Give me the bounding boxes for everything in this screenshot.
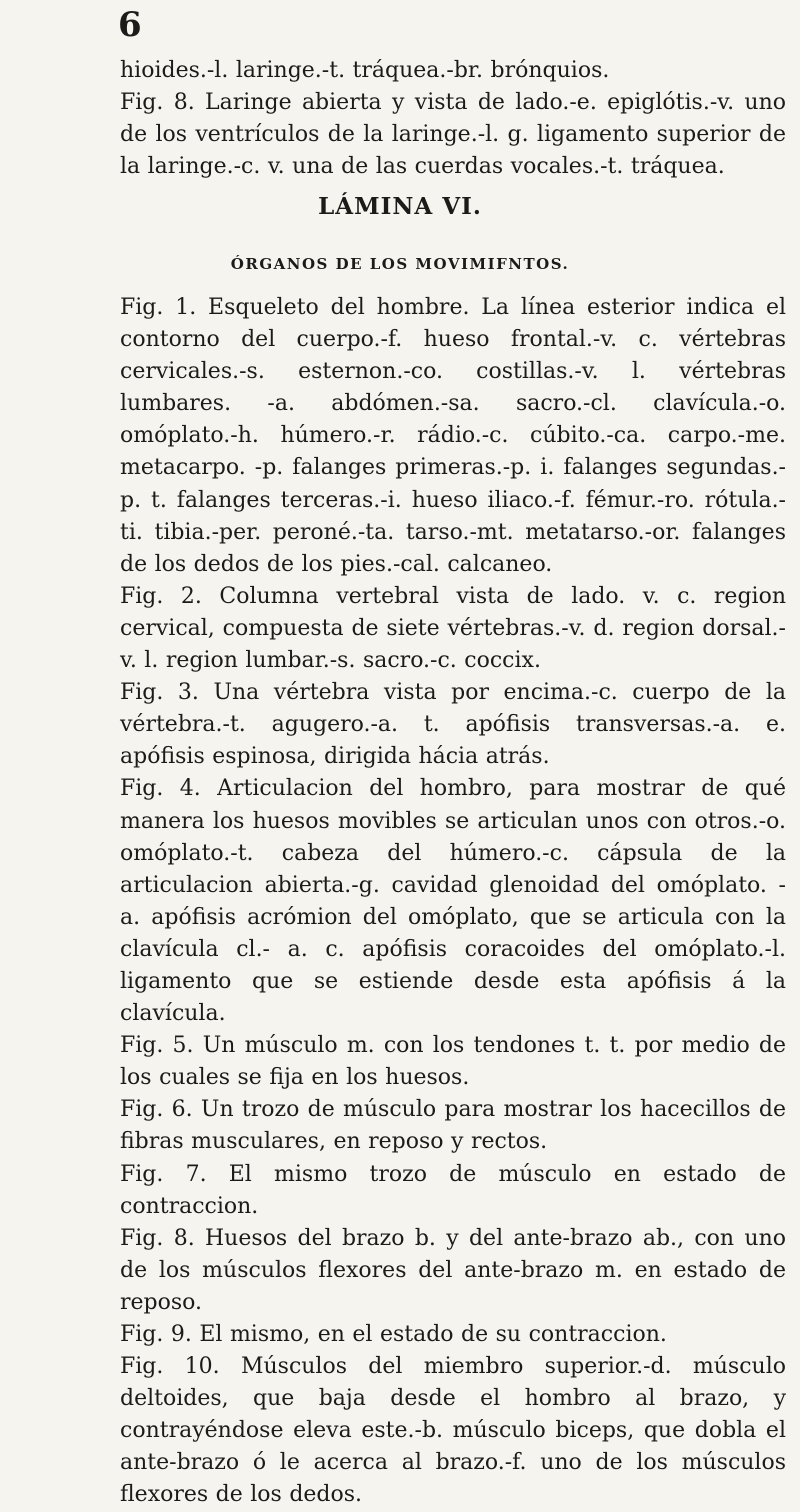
figure-5-description: Fig. 5. Un músculo m. con los tendones t. t. por medio de los cuales se fija en los huesos. [120,1033,786,1091]
section-heading: ÓRGANOS DE LOS MOVIMIFNTOS. [230,255,570,273]
plate-heading: LÁMINA VI. [318,193,482,220]
figure-6-description: Fig. 6. Un trozo de músculo para mostrar los hacecillos de fibras musculares, en reposo y rectos. [120,1097,786,1155]
continued-text-block [120,55,786,183]
figure-10-description: Fig. 10. Músculos del miembro superior.-d. músculo deltoides, que baja desde el hombro al brazo, y contrayéndose eleva este.-b. músculo biceps, que dobla el ante-brazo ó le acerca al brazo.-f. uno de los músculos flexores de los dedos. [120,1354,786,1508]
figure-9-description: Fig. 9. El mismo, en el estado de su contraccion. [120,1322,667,1347]
figure-1-description: Fig. 1. Esqueleto del hombre. La línea esterior indica el contorno del cuerpo.-f. hueso frontal.-v. c. vértebras cervicales.-s. esternon.-co. costillas.-v. l. vértebras lumbares. -a. abdómen.-sa. sacro.-cl. clavícula.-o. omóplato.-h. húmero.-r. rádio.-c. cúbito.-ca. carpo.-me. metacarpo. -p. falanges primeras.-p. i. falanges segundas.-p. t. falanges terceras.-i. hueso iliaco.-f. fémur.-ro. rótula.-ti. tibia.-per. peroné.-ta. tarso.-mt. metatarso.-or. falanges de los dedos de los pies.-cal. calcaneo. [120,295,786,577]
figure-8-description: Fig. 8. Huesos del brazo b. y del ante-brazo ab., con uno de los músculos flexores del ante-brazo m. en estado de reposo. [120,1225,786,1315]
figure-3-description: Fig. 3. Una vértebra vista por encima.-c. cuerpo de la vértebra.-t. agugero.-a. t. apófisis transversas.-a. e. apófisis espinosa, dirigida hácia atrás. [120,680,786,770]
figure-4-description: Fig. 4. Articulacion del hombro, para mostrar de qué manera los huesos movibles se articulan unos con otros.-o. omóplato.-t. cabeza del húmero.-c. cápsula de la articulacion abierta.-g. cavidad glenoidad del omóplato. - a. apófisis acrómion del omóplato, que se articula con la clavícula cl.- a. c. apófisis coracoides del omóplato.-l. ligamento que se estiende desde esta apófisis á la clavícula. [120,776,786,1027]
figure-7-description: Fig. 7. El mismo trozo de músculo en estado de contraccion. [120,1161,786,1219]
page-number: 6 [118,5,142,45]
figure-paragraph: Fig. 8. Laringe abierta y vista de lado.-e. epiglótis.-v. uno de los ventrículos de la laringe.-l. g. ligamento superior de la laringe.-c. v. una de las cuerdas vocales.-t. tráquea. [120,90,786,180]
figure-descriptions [120,292,786,1512]
figure-2-description: Fig. 2. Columna vertebral vista de lado. v. c. region cervical, compuesta de siete vértebras.-v. d. region dorsal.-v. l. region lumbar.-s. sacro.-c. coccix. [120,583,786,674]
continued-paragraph: hioides.-l. laringe.-t. tráquea.-br. brónquios. [120,58,610,83]
